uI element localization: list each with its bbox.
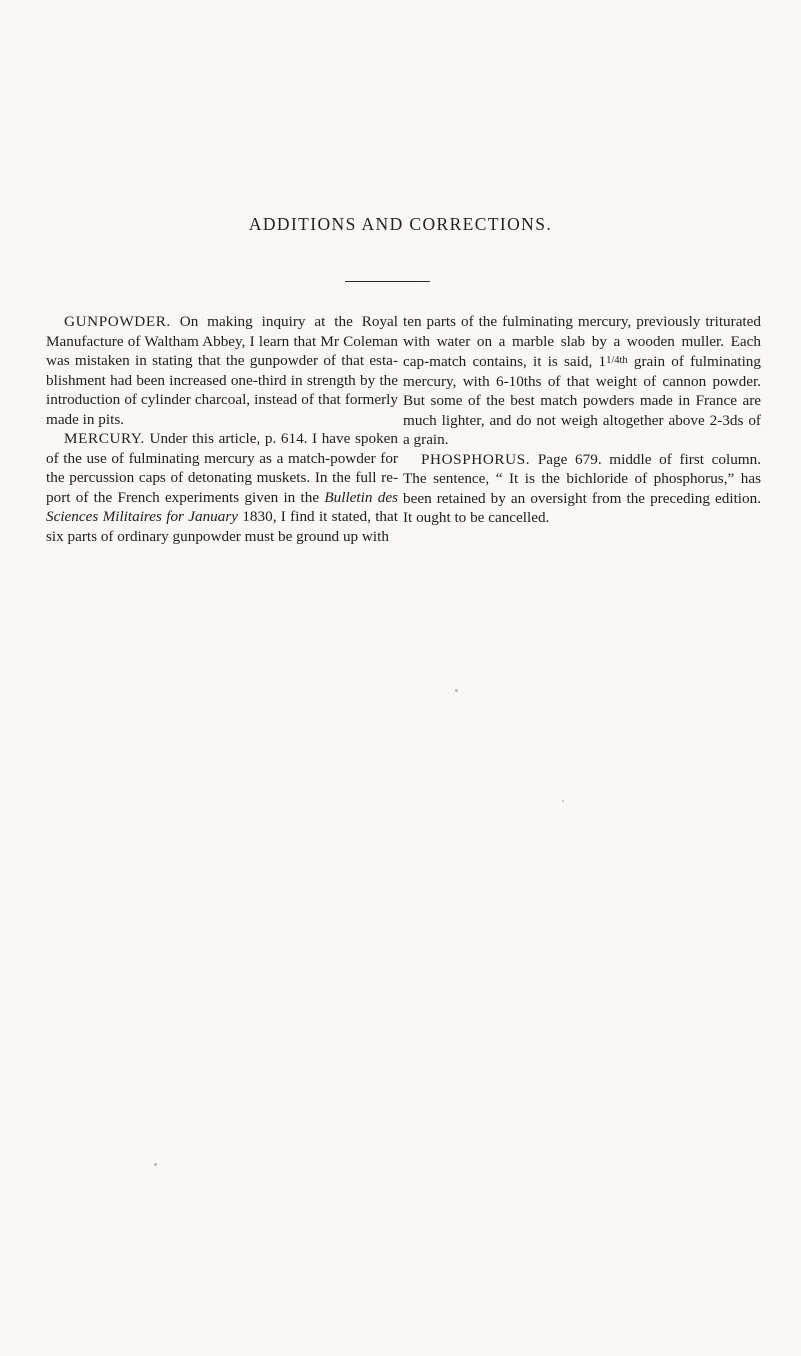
paper-speck — [562, 800, 564, 802]
paper-speck — [455, 689, 458, 692]
right-column — [403, 312, 761, 528]
mercury-text-a: Under this article, p. 614. I have spoken of the use of fulminating mercury as a match-powder for the percussion caps of detonating muskets. In the full report of the French experiments given in the — [46, 430, 398, 506]
fraction-quarter: 1/4th — [606, 355, 628, 366]
page-title: ADDITIONS AND CORRECTIONS. — [248, 214, 553, 234]
mercury-continuation-text-a: ten parts of the fulminating mercury, previously triturated with water on a marble slab by a wooden muller. Each cap-match contains, it is said, 1 — [403, 313, 761, 370]
left-column — [46, 312, 398, 546]
gunpowder-heading: GUNPOWDER. — [64, 313, 171, 330]
mercury-continuation-text-b: grain of fulminating mercury, with 6-10ths of that weight of cannon powder. But some of the best match powders made in France are much lighter, and do not weigh altogether above 2-3ds of a grain. — [403, 353, 761, 448]
mercury-continuation-paragraph — [403, 312, 761, 450]
mercury-heading: MERCURY. — [64, 430, 145, 447]
mercury-paragraph — [46, 429, 398, 546]
paper-speck — [154, 1163, 157, 1166]
gunpowder-text: On making inquiry at the Royal Manufacture of Waltham Abbey, I learn that Mr Coleman was mistaken in stating that the gunpowder of that establishment had been increased one-third in strength by the introduction of cylinder charcoal, instead of that formerly made in pits. — [46, 313, 398, 428]
title-rule — [345, 281, 430, 282]
phosphorus-paragraph — [403, 450, 761, 528]
gunpowder-paragraph — [46, 312, 398, 429]
phosphorus-heading: PHOSPHORUS. — [421, 450, 531, 468]
mercury-text-b: 1830, I find it stated, that six parts of ordinary gunpowder must be ground up with — [46, 508, 398, 545]
mercury-citation: Bulletin des Sciences Militaires for January — [46, 488, 398, 525]
phosphorus-text: Page 679. middle of first column. The sentence, “ It is the bichloride of phosphorus,” has been retained by an oversight from the preceding edition. It ought to be cancelled. — [403, 450, 761, 526]
